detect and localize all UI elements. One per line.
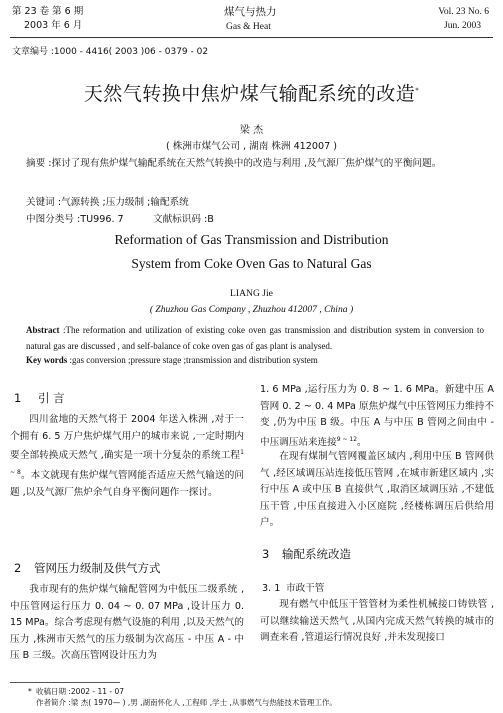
affiliation-cn: ( 株洲市煤气公司 , 湖南 株洲 412007 ) xyxy=(166,141,337,152)
right-paragraph-1-citation: 9 ~ 12 xyxy=(336,435,358,443)
section-3-heading xyxy=(262,546,351,562)
abstract-en xyxy=(26,322,484,354)
keywords-en-label: Key words xyxy=(26,355,68,365)
section-3-1-title: 市政干管 xyxy=(286,583,325,594)
section-1-number: 1 xyxy=(14,391,22,405)
title-cn-text: 天然气转换中焦炉煤气输配系统的改造 xyxy=(83,83,416,105)
right-paragraph-1 xyxy=(260,382,494,452)
section-1-paragraph xyxy=(10,412,244,501)
journal-name-en: Gas & Heat xyxy=(226,22,271,32)
section-1-text: 四川盆地的天然气将于 2004 年送入株洲 ,对于一个拥有 6. 5 万户焦炉煤气用户的城市来说 ,一定时期内要全部转换成天然气 ,确实是一项十分复杂的系统工程 xyxy=(10,414,244,462)
footnote-received-date: 收稿日期 :2002 - 11 - 07 xyxy=(36,687,125,696)
section-2-number: 2 xyxy=(14,561,22,575)
section-2-paragraph: 我市现有的焦炉煤气输配管网为中低压二级系统 ,中压管网运行压力 0. 04 ~ 0. 07 MPa ,设计压力 0. 15 MPa。综合考虑现有燃气设施的利用 ,以及天然气的压力 ,株洲市天然气的压力级制为次高压 - 中压 A - 中压 B 三级。次高压管网设计压力为 xyxy=(10,584,244,662)
issue-date: 2003 年 6 月 xyxy=(24,20,83,31)
title-cn xyxy=(0,79,503,106)
header-rule xyxy=(10,37,493,38)
abstract-cn: 摘要 :探讨了现有焦炉煤气输配系统在天然气转换中的改造与利用 ,及气源厂焦炉煤气的平衡问题。 xyxy=(26,158,442,169)
section-3-title: 输配系统改造 xyxy=(282,547,351,561)
section-2-heading xyxy=(14,560,161,576)
affiliation-en: ( Zhuzhou Gas Company , Zhuzhou 412007 , China ) xyxy=(149,304,354,315)
title-en-line1: Reformation of Gas Transmission and Distribution xyxy=(114,232,389,247)
section-1-heading xyxy=(14,390,65,406)
section-2-title: 管网压力级制及供气方式 xyxy=(34,561,161,575)
journal-name-cn: 煤气与热力 xyxy=(224,6,277,18)
keywords-cn: 关键词 :气源转换 ;压力级制 ;输配系统 xyxy=(26,197,189,208)
section-3-1-paragraph: 现有燃气中低压干管管材为柔性机械接口铸铁管 ,可以继续输送天然气 ,从国内完成天然气转换的城市的调查来看 ,管道运行情况良好 ,并未发现接口 xyxy=(260,599,494,644)
classification-number: 中图分类号 :TU996. 7 xyxy=(26,214,124,225)
footnote-rule xyxy=(10,682,120,683)
section-1-text-b: 。本文就现有焦炉煤气管网能否适应天然气输送的问题 ,以及气源厂焦炉余气自身平衡问题作一探讨。 xyxy=(10,470,244,498)
date-en: Jun. 2003 xyxy=(444,21,481,31)
footnote-author-bio: 作者简介 :梁 杰( 1970— ) ,男 ,湖南怀化人 ,工程师 ,学士 ,从事燃气与热能技术管理工作。 xyxy=(36,698,337,707)
section-1-title: 引 言 xyxy=(38,391,65,405)
footnote-mark: * xyxy=(28,687,32,696)
section-3-1-heading xyxy=(262,580,324,594)
title-footnote-mark: * xyxy=(415,86,420,95)
keywords-en xyxy=(26,355,318,365)
title-en-line2: System from Coke Oven Gas to Natural Gas xyxy=(131,256,372,271)
volume-issue: 第 23 卷 第 6 期 xyxy=(12,6,84,17)
abstract-en-label: Abstract xyxy=(26,325,60,335)
volume-no-en: Vol. 23 No. 6 xyxy=(438,7,489,17)
right-paragraph-1-end: 。 xyxy=(357,436,367,448)
article-id: 文章编号 :1000 - 4416( 2003 )06 - 0379 - 02 xyxy=(12,47,209,57)
section-3-number: 3 xyxy=(262,547,270,561)
author-en: LIANG Jie xyxy=(230,288,273,299)
right-paragraph-2: 在现有煤制气管网覆盖区域内 ,利用中压 B 管网供气 ,经区域调压站连接低压管网 ,在城市新建区域内 ,实行中压 A 或中压 B 直接供气 ,取消区域调压站 ,不建低压干管 ,中压直接进入小区庭院 ,经楼栋调压后供给用户。 xyxy=(260,451,494,529)
author-cn: 梁 杰 xyxy=(239,125,264,136)
right-paragraph-1-text: 1. 6 MPa ,运行压力为 0. 8 ~ 1. 6 MPa。新建中压 A 管网 0. 2 ~ 0. 4 MPa 原焦炉煤气中压管网压力维持不变 ,仍为中压 B 级。中压 A 与中压 B 管网之间由中 - 中压调压站来连接 xyxy=(260,384,494,448)
section-1-citation: 1 ~ 8 xyxy=(10,449,244,476)
document-code: 文献标识码 :B xyxy=(153,214,214,225)
abstract-en-text: :The reformation and utilization of existing coke oven gas transmission and distribution system in conversion to natural gas are discussed , and self-balance of coke oven gas of gas plant is analysed. xyxy=(26,325,484,351)
keywords-en-text: :gas conversion ;pressure stage ;transmission and distribution system xyxy=(67,355,318,365)
section-3-1-number: 3. 1 xyxy=(262,583,281,594)
